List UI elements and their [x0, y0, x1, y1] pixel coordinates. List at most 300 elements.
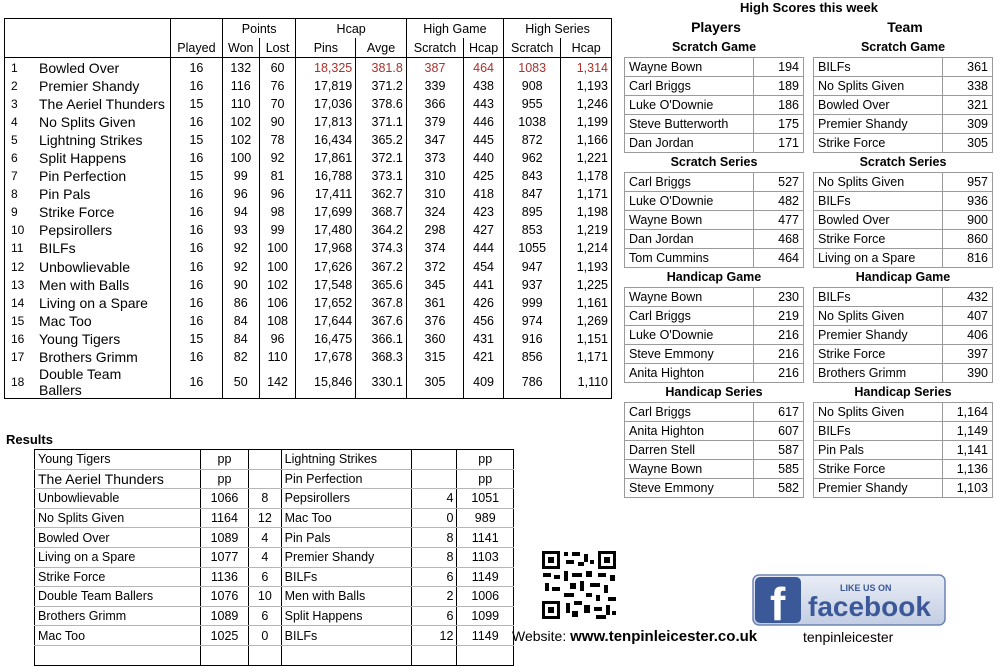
score-value: 1,149	[943, 422, 993, 441]
high-score-row	[625, 58, 804, 77]
facebook-wordmark: facebook	[808, 591, 931, 622]
score-value: 527	[754, 173, 804, 192]
score-name: Brothers Grimm	[814, 364, 943, 383]
avge-cell: 364.2	[356, 221, 407, 239]
won-cell: 84	[222, 312, 259, 330]
home-score-cell: 1077	[200, 547, 248, 567]
home-team-cell: Bowled Over	[35, 528, 201, 548]
avge-cell: 374.3	[356, 239, 407, 257]
position-cell: 15	[11, 313, 25, 328]
score-value: 585	[754, 460, 804, 479]
result-row	[35, 469, 514, 489]
position-cell: 1	[11, 61, 18, 76]
league-row	[5, 131, 612, 149]
avge-cell: 378.6	[356, 95, 407, 113]
home-points-cell: 4	[249, 528, 282, 548]
score-name: Strike Force	[814, 230, 943, 249]
league-row	[5, 348, 612, 366]
score-name: Premier Shandy	[814, 326, 943, 345]
high-game-hcap-cell: 421	[464, 348, 504, 366]
away-score-cell: pp	[457, 469, 514, 489]
away-score-cell: pp	[457, 450, 514, 470]
high-score-row	[625, 192, 804, 211]
position-cell: 17	[11, 349, 25, 364]
empty-cell	[281, 645, 411, 665]
won-cell: 96	[222, 185, 259, 203]
league-row	[5, 77, 612, 95]
score-value: 900	[943, 211, 993, 230]
score-name: Bowled Over	[814, 211, 943, 230]
team-name-cell: Split Happens	[39, 150, 127, 167]
played-cell: 16	[171, 276, 223, 294]
position-cell: 4	[11, 115, 18, 130]
position-cell: 2	[11, 79, 18, 94]
high-score-row	[814, 364, 993, 383]
score-value: 171	[754, 134, 804, 153]
score-value: 175	[754, 115, 804, 134]
high-series-scratch-cell: 974	[504, 312, 561, 330]
high-score-row	[625, 249, 804, 268]
pins-cell: 16,788	[296, 167, 356, 185]
avge-cell: 367.8	[356, 294, 407, 312]
played-cell: 16	[171, 58, 223, 78]
lost-cell: 70	[259, 95, 296, 113]
away-points-cell	[411, 469, 457, 489]
league-row	[5, 149, 612, 167]
team-name-cell: Lightning Strikes	[39, 132, 143, 149]
high-score-table	[813, 57, 993, 153]
team-name-cell: Men with Balls	[39, 276, 130, 293]
website-url[interactable]: www.tenpinleicester.co.uk	[570, 628, 758, 645]
team-name-cell: Pin Pals	[39, 186, 91, 203]
home-team-cell: Strike Force	[35, 567, 201, 587]
score-name: Dan Jordan	[625, 230, 754, 249]
score-name: BILFs	[814, 192, 943, 211]
position-cell: 11	[11, 241, 24, 256]
avge-cell: 368.7	[356, 203, 407, 221]
score-name: Pin Pals	[814, 441, 943, 460]
score-value: 1,164	[943, 403, 993, 422]
empty-cell	[200, 645, 248, 665]
high-score-table	[624, 172, 804, 268]
lost-cell: 81	[259, 167, 296, 185]
high-score-row	[625, 77, 804, 96]
played-cell: 16	[171, 258, 223, 276]
high-score-row	[814, 192, 993, 211]
won-cell: 102	[222, 131, 259, 149]
away-team-cell: BILFs	[281, 626, 411, 646]
high-series-scratch-cell: 856	[504, 348, 561, 366]
high-score-row	[814, 288, 993, 307]
lost-cell: 76	[259, 77, 296, 95]
position-cell: 14	[11, 295, 25, 310]
lost-cell: 100	[259, 258, 296, 276]
high-score-row	[625, 115, 804, 134]
score-name: Strike Force	[814, 460, 943, 479]
high-score-row	[814, 422, 993, 441]
away-points-cell: 8	[411, 528, 457, 548]
home-score-cell: 1136	[200, 567, 248, 587]
position-cell: 8	[11, 187, 18, 202]
high-game-hcap-cell: 409	[464, 366, 504, 399]
hs-scratch-header: Scratch	[504, 38, 561, 58]
high-series-hcap-cell: 1,178	[561, 167, 612, 185]
high-score-row	[625, 173, 804, 192]
away-team-cell: Men with Balls	[281, 587, 411, 607]
home-team-cell: Living on a Spare	[35, 547, 201, 567]
results-table	[34, 449, 514, 666]
home-team-cell: No Splits Given	[35, 508, 201, 528]
team-name-cell: Mac Too	[39, 312, 92, 329]
svg-text:f: f	[770, 578, 786, 626]
high-game-scratch-cell: 347	[406, 131, 463, 149]
score-name: Living on a Spare	[814, 249, 943, 268]
result-row	[35, 606, 514, 626]
team-name-cell: Young Tigers	[39, 330, 121, 347]
home-score-cell: 1089	[200, 528, 248, 548]
high-score-table	[624, 287, 804, 383]
high-score-row	[625, 403, 804, 422]
away-points-cell: 8	[411, 547, 457, 567]
pins-cell: 17,861	[296, 149, 356, 167]
section-heading: Scratch Series	[670, 155, 758, 169]
score-value: 194	[754, 58, 804, 77]
home-score-cell: 1066	[200, 489, 248, 509]
high-series-hcap-cell: 1,171	[561, 185, 612, 203]
away-score-cell: 1141	[457, 528, 514, 548]
played-header: Played	[171, 38, 223, 58]
won-cell: 116	[222, 77, 259, 95]
score-value: 390	[943, 364, 993, 383]
away-score-cell: 989	[457, 508, 514, 528]
played-cell: 15	[171, 95, 223, 113]
high-score-row	[814, 307, 993, 326]
empty-cell	[457, 645, 514, 665]
score-name: Dan Jordan	[625, 134, 754, 153]
score-value: 230	[754, 288, 804, 307]
avge-cell: 381.8	[356, 58, 407, 78]
high-series-header: High Series	[504, 19, 612, 39]
home-points-cell: 8	[249, 489, 282, 509]
facebook-like-badge[interactable]	[752, 574, 946, 626]
score-name: Carl Briggs	[625, 173, 754, 192]
high-series-hcap-cell: 1,198	[561, 203, 612, 221]
results-title: Results	[6, 432, 53, 447]
high-game-hcap-cell: 440	[464, 149, 504, 167]
players-high-scores	[624, 38, 804, 498]
high-score-row	[814, 249, 993, 268]
high-score-row	[814, 479, 993, 498]
high-series-scratch-cell: 843	[504, 167, 561, 185]
high-game-hcap-cell: 438	[464, 77, 504, 95]
section-heading: Scratch Series	[859, 155, 947, 169]
away-points-cell	[411, 450, 457, 470]
high-game-scratch-cell: 324	[406, 203, 463, 221]
section-heading: Handicap Series	[854, 385, 952, 399]
position-cell: 7	[11, 169, 18, 184]
pins-cell: 17,678	[296, 348, 356, 366]
home-points-cell: 0	[249, 626, 282, 646]
high-series-hcap-cell: 1,171	[561, 348, 612, 366]
high-series-scratch-cell: 853	[504, 221, 561, 239]
played-cell: 16	[171, 348, 223, 366]
avge-cell: 371.2	[356, 77, 407, 95]
high-series-hcap-cell: 1,151	[561, 330, 612, 348]
league-row	[5, 221, 612, 239]
away-team-cell: BILFs	[281, 567, 411, 587]
high-game-scratch-cell: 379	[406, 113, 463, 131]
section-heading: Scratch Game	[671, 40, 757, 54]
empty-cell	[249, 645, 282, 665]
played-cell: 16	[171, 366, 223, 399]
team-name-cell: Pin Perfection	[39, 168, 127, 185]
away-team-cell: Lightning Strikes	[281, 450, 411, 470]
league-row	[5, 113, 612, 131]
home-team-cell: Brothers Grimm	[35, 606, 201, 626]
score-value: 309	[943, 115, 993, 134]
hs-hcap-header: Hcap	[561, 38, 612, 58]
score-name: Carl Briggs	[625, 403, 754, 422]
won-cell: 132	[222, 58, 259, 78]
score-value: 407	[943, 307, 993, 326]
team-name-cell: Living on a Spare	[39, 294, 148, 311]
position-cell: 18	[11, 374, 25, 389]
played-cell: 16	[171, 203, 223, 221]
home-points-cell: 4	[249, 547, 282, 567]
score-value: 321	[943, 96, 993, 115]
home-team-cell: The Aeriel Thunders	[35, 469, 201, 489]
high-score-row	[625, 345, 804, 364]
high-series-scratch-cell: 872	[504, 131, 561, 149]
won-cell: 94	[222, 203, 259, 221]
score-value: 468	[754, 230, 804, 249]
high-score-row	[625, 96, 804, 115]
league-row	[5, 294, 612, 312]
avge-header: Avge	[356, 38, 407, 58]
high-series-scratch-cell: 962	[504, 149, 561, 167]
score-value: 361	[943, 58, 993, 77]
played-cell: 15	[171, 131, 223, 149]
away-score-cell: 1103	[457, 547, 514, 567]
away-team-cell: Pepsirollers	[281, 489, 411, 509]
away-team-cell: Premier Shandy	[281, 547, 411, 567]
played-cell: 16	[171, 77, 223, 95]
home-score-cell: pp	[200, 450, 248, 470]
score-name: Premier Shandy	[814, 115, 943, 134]
high-game-scratch-cell: 298	[406, 221, 463, 239]
team-high-scores	[813, 38, 993, 498]
high-game-scratch-cell: 360	[406, 330, 463, 348]
high-series-hcap-cell: 1,193	[561, 258, 612, 276]
score-value: 432	[943, 288, 993, 307]
high-game-scratch-cell: 373	[406, 149, 463, 167]
score-name: Darren Stell	[625, 441, 754, 460]
avge-cell: 365.2	[356, 131, 407, 149]
high-score-row	[814, 441, 993, 460]
pins-cell: 17,652	[296, 294, 356, 312]
pins-cell: 18,325	[296, 58, 356, 78]
score-value: 1,141	[943, 441, 993, 460]
team-name-cell: Unbowlievable	[39, 258, 131, 275]
league-row	[5, 312, 612, 330]
score-name: Luke O'Downie	[625, 96, 754, 115]
away-points-cell: 12	[411, 626, 457, 646]
high-series-scratch-cell: 908	[504, 77, 561, 95]
high-score-row	[625, 422, 804, 441]
high-score-row	[625, 479, 804, 498]
high-game-hcap-cell: 454	[464, 258, 504, 276]
team-heading: Team	[887, 19, 923, 35]
high-series-hcap-cell: 1,221	[561, 149, 612, 167]
score-name: BILFs	[814, 422, 943, 441]
score-name: Wayne Bown	[625, 460, 754, 479]
score-name: No Splits Given	[814, 307, 943, 326]
high-game-scratch-cell: 361	[406, 294, 463, 312]
league-row	[5, 258, 612, 276]
high-game-hcap-cell: 423	[464, 203, 504, 221]
lost-cell: 60	[259, 58, 296, 78]
position-cell: 16	[11, 331, 25, 346]
hcap-header: Hcap	[296, 19, 406, 39]
score-value: 1,103	[943, 479, 993, 498]
high-game-scratch-cell: 374	[406, 239, 463, 257]
high-score-row	[625, 211, 804, 230]
score-value: 216	[754, 364, 804, 383]
away-points-cell: 6	[411, 567, 457, 587]
score-name: No Splits Given	[814, 77, 943, 96]
lost-cell: 96	[259, 330, 296, 348]
high-game-scratch-cell: 310	[406, 167, 463, 185]
away-points-cell: 0	[411, 508, 457, 528]
points-header: Points	[222, 19, 296, 39]
league-row	[5, 58, 612, 78]
position-cell: 3	[11, 97, 18, 112]
pins-cell: 17,626	[296, 258, 356, 276]
home-points-cell: 12	[249, 508, 282, 528]
position-cell: 10	[11, 223, 25, 238]
pins-cell: 17,644	[296, 312, 356, 330]
high-series-scratch-cell: 937	[504, 276, 561, 294]
score-name: Carl Briggs	[625, 307, 754, 326]
score-name: BILFs	[814, 288, 943, 307]
high-game-scratch-cell: 366	[406, 95, 463, 113]
league-row	[5, 276, 612, 294]
lost-cell: 100	[259, 239, 296, 257]
avge-cell: 367.2	[356, 258, 407, 276]
home-points-cell: 6	[249, 567, 282, 587]
high-game-header: High Game	[406, 19, 503, 39]
lost-cell: 78	[259, 131, 296, 149]
website-label: Website:	[512, 628, 571, 644]
league-row	[5, 239, 612, 257]
high-game-hcap-cell: 444	[464, 239, 504, 257]
avge-cell: 365.6	[356, 276, 407, 294]
lost-header: Lost	[259, 38, 296, 58]
result-row	[35, 489, 514, 509]
facebook-handle[interactable]: tenpinleicester	[803, 629, 894, 645]
score-name: Anita Highton	[625, 422, 754, 441]
high-game-hcap-cell: 456	[464, 312, 504, 330]
team-name-cell: No Splits Given	[39, 114, 136, 131]
high-series-hcap-cell: 1,161	[561, 294, 612, 312]
score-name: Steve Butterworth	[625, 115, 754, 134]
score-name: Wayne Bown	[625, 288, 754, 307]
high-game-scratch-cell: 372	[406, 258, 463, 276]
high-score-row	[625, 441, 804, 460]
result-row	[35, 450, 514, 470]
league-table	[4, 18, 612, 399]
website[interactable]	[512, 628, 757, 645]
high-game-scratch-cell: 315	[406, 348, 463, 366]
score-name: BILFs	[814, 58, 943, 77]
score-value: 477	[754, 211, 804, 230]
score-value: 338	[943, 77, 993, 96]
score-value: 936	[943, 192, 993, 211]
high-game-hcap-cell: 445	[464, 131, 504, 149]
high-score-table	[624, 402, 804, 498]
high-series-scratch-cell: 786	[504, 366, 561, 399]
won-cell: 90	[222, 276, 259, 294]
pins-cell: 17,699	[296, 203, 356, 221]
away-team-cell: Mac Too	[281, 508, 411, 528]
team-name-cell: The Aeriel Thunders	[39, 96, 165, 113]
high-series-hcap-cell: 1,246	[561, 95, 612, 113]
section-heading: Handicap Game	[855, 270, 951, 284]
home-score-cell: 1089	[200, 606, 248, 626]
team-name-cell: Double Team Ballers	[39, 365, 122, 398]
high-series-hcap-cell: 1,166	[561, 131, 612, 149]
won-cell: 92	[222, 258, 259, 276]
result-row	[35, 587, 514, 607]
score-name: Premier Shandy	[814, 479, 943, 498]
position-cell: 13	[11, 277, 25, 292]
played-cell: 16	[171, 294, 223, 312]
home-points-cell	[249, 469, 282, 489]
away-points-cell: 2	[411, 587, 457, 607]
avge-cell: 368.3	[356, 348, 407, 366]
score-value: 617	[754, 403, 804, 422]
score-name: Carl Briggs	[625, 77, 754, 96]
high-score-row	[814, 460, 993, 479]
away-score-cell: 1149	[457, 626, 514, 646]
score-name: Steve Emmony	[625, 345, 754, 364]
high-series-hcap-cell: 1,193	[561, 77, 612, 95]
score-value: 482	[754, 192, 804, 211]
high-series-scratch-cell: 1038	[504, 113, 561, 131]
score-value: 397	[943, 345, 993, 364]
high-game-hcap-cell: 427	[464, 221, 504, 239]
pins-cell: 17,480	[296, 221, 356, 239]
high-game-hcap-cell: 418	[464, 185, 504, 203]
pins-header: Pins	[296, 38, 356, 58]
pins-cell: 16,434	[296, 131, 356, 149]
high-series-hcap-cell: 1,269	[561, 312, 612, 330]
league-row	[5, 167, 612, 185]
home-team-cell: Mac Too	[35, 626, 201, 646]
lost-cell: 142	[259, 366, 296, 399]
score-name: No Splits Given	[814, 173, 943, 192]
high-series-hcap-cell: 1,314	[561, 58, 612, 78]
avge-cell: 371.1	[356, 113, 407, 131]
result-row	[35, 626, 514, 646]
avge-cell: 330.1	[356, 366, 407, 399]
won-cell: 99	[222, 167, 259, 185]
pins-cell: 17,411	[296, 185, 356, 203]
won-cell: 50	[222, 366, 259, 399]
high-score-row	[814, 403, 993, 422]
qr-code-icon[interactable]	[540, 549, 618, 621]
score-value: 305	[943, 134, 993, 153]
